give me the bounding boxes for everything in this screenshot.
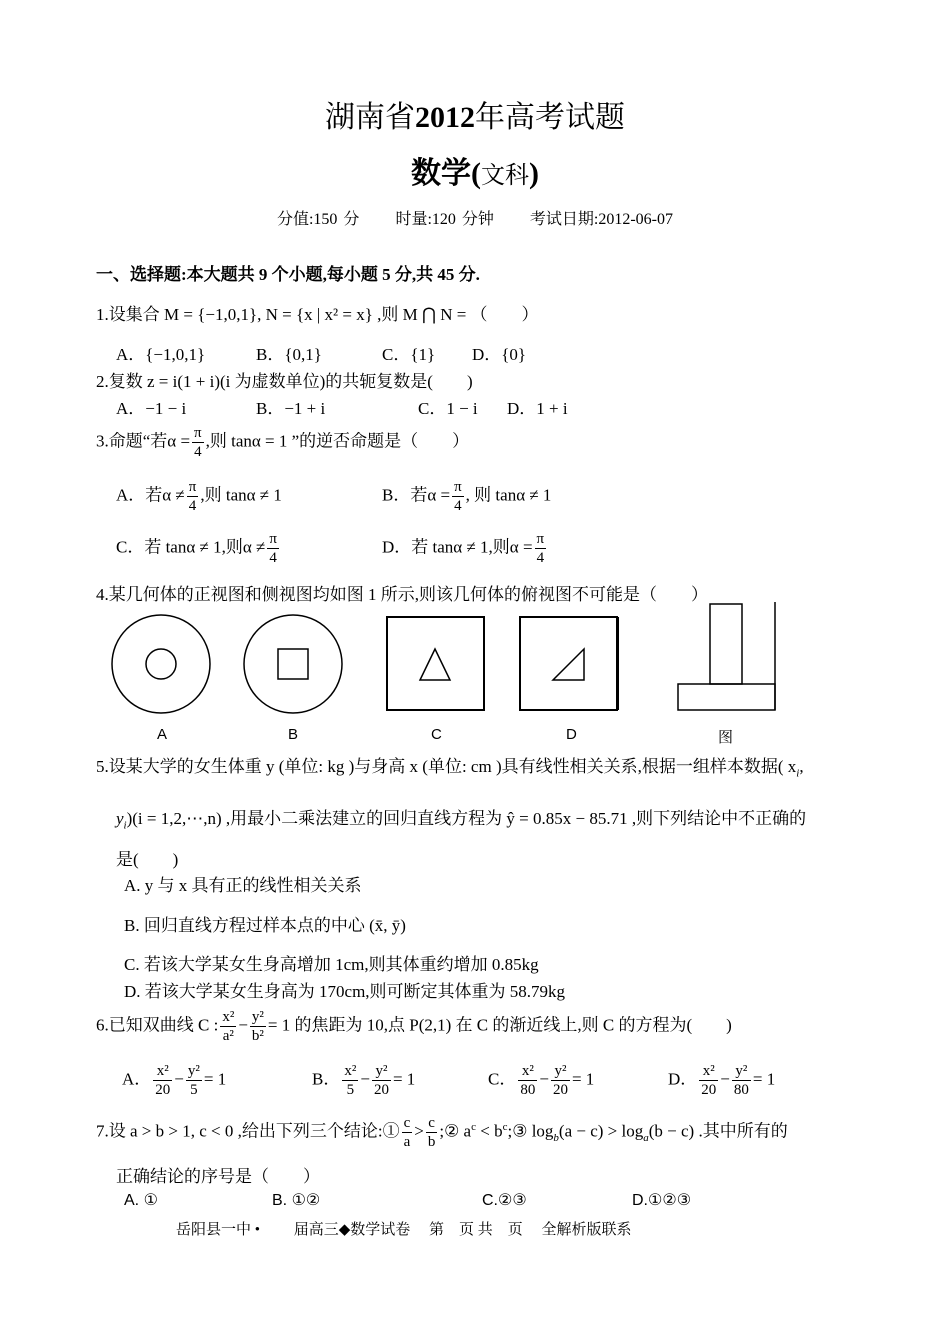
q5-y: y: [116, 809, 124, 828]
q3c-pre: C．若 tanα ≠ 1,则α ≠: [116, 537, 266, 557]
q6-option-c: [488, 1062, 594, 1099]
frac-num: x²: [344, 1063, 357, 1079]
frac-den: 4: [188, 498, 197, 514]
question-5-line3: 是( ): [116, 850, 179, 869]
q3b-fraction: [452, 478, 464, 515]
q5-line1-end: ,: [799, 757, 804, 776]
opt-label: C．: [488, 1069, 517, 1089]
q6-frac-x: [220, 1008, 236, 1045]
frac-den: 4: [454, 498, 462, 514]
score-info: 分值:150 分: [276, 211, 360, 228]
q7-gt: >: [414, 1121, 424, 1141]
question-4: 4.某几何体的正视图和侧视图均如图 1 所示,则该几何体的俯视图不可能是（ ）: [96, 585, 708, 604]
eq: = 1: [203, 1069, 227, 1089]
frac-x: [518, 1062, 537, 1099]
q3b-post: , 则 tanα ≠ 1: [465, 485, 552, 505]
q5-option-b: B. 回归直线方程过样本点的中心 (x̄, ȳ): [124, 916, 406, 935]
frac-x: [699, 1062, 718, 1099]
frac-y: [551, 1062, 570, 1099]
frac-num: π: [188, 479, 197, 495]
frac-num: y²: [732, 1062, 751, 1081]
question-7: [96, 1114, 788, 1151]
q7-option-d: D.①②③: [632, 1192, 692, 1209]
question-7-line2: 正确结论的序号是（ ）: [116, 1167, 320, 1186]
q3-option-a: [116, 478, 282, 515]
q5-sub-i2: i: [123, 819, 127, 832]
q3b-pre: B．若α =: [382, 485, 451, 505]
frac-num: y²: [251, 1009, 264, 1025]
minus: −: [360, 1069, 370, 1089]
q7-mid4: (a − c) > log: [558, 1121, 644, 1141]
frac-den: 80: [733, 1082, 749, 1098]
question-1: 1.设集合 M = {−1,0,1}, N = {x | x² = x} ,则 M ⋂ N = （ ）: [96, 305, 539, 324]
frac-num: π: [194, 425, 202, 441]
q2-option-a: A．−1 − i: [116, 399, 187, 418]
eq: = 1: [392, 1069, 416, 1089]
frac-den: b²: [251, 1028, 264, 1044]
frac-den: 20: [155, 1082, 171, 1098]
q7-sub-a: a: [643, 1131, 649, 1144]
frac-den: 20: [552, 1082, 568, 1098]
frac-num: x²: [222, 1009, 235, 1025]
eq: = 1: [752, 1069, 776, 1089]
figure-c: [387, 617, 484, 710]
frac-x: [153, 1062, 172, 1099]
q1-option-c: C．{1}: [382, 345, 436, 364]
figure-label-d: D: [566, 726, 577, 743]
q5-line2-text: )(i = 1,2,⋯,n) ,用最小二乘法建立的回归直线方程为 ŷ = 0.85x − 85.71 ,则下列结论中不正确的: [126, 809, 807, 828]
frac-y: [372, 1062, 391, 1099]
q4-figures: [96, 596, 796, 718]
figure-1: [678, 602, 775, 710]
q7-frac-cb: [426, 1114, 438, 1151]
date-info: 考试日期:2012-06-07: [529, 211, 673, 228]
q7-sub-b: b: [553, 1131, 559, 1144]
frac-num: π: [454, 479, 462, 495]
q3-fraction: [192, 424, 204, 461]
frac-num: x²: [153, 1062, 172, 1081]
q7-mid2: < b: [476, 1121, 503, 1141]
q7-sup-c2: c: [502, 1120, 508, 1133]
frac-den: a: [403, 1134, 411, 1150]
frac-num: π: [536, 531, 545, 547]
q6-pre: 6.已知双曲线 C :: [96, 1015, 219, 1035]
q7-sup-c: c: [471, 1120, 476, 1133]
q6-post: = 1 的焦距为 10,点 P(2,1) 在 C 的渐近线上,则 C 的方程为( ): [267, 1015, 732, 1035]
q3c-fraction: [267, 530, 279, 567]
q5-option-a: A. y 与 x 具有正的线性相关关系: [124, 876, 362, 895]
time-info: 时量:120 分钟: [395, 211, 494, 228]
q7-option-b: B. ①②: [272, 1192, 321, 1209]
q2-option-c: C．1 − i: [418, 399, 478, 418]
figure-label-c: C: [431, 726, 442, 743]
question-2: 2.复数 z = i(1 + i)(i 为虚数单位)的共轭复数是( ): [96, 372, 473, 391]
frac-num: x²: [518, 1062, 537, 1081]
q6-option-b: [312, 1062, 415, 1099]
q6-option-a: [122, 1062, 226, 1099]
q7-end: (b − c) .其中所有的: [648, 1121, 788, 1141]
frac-den: 4: [269, 550, 277, 566]
q7-pre: 7.设 a > b > 1, c < 0 ,给出下列三个结论:①: [96, 1121, 400, 1141]
opt-label: B．: [312, 1069, 341, 1089]
q5-line1-text: 5.设某大学的女生体重 y (单位: kg )与身高 x (单位: cm )具有线性相关关系,根据一组样本数据( x: [96, 757, 797, 776]
q5-option-c: C. 若该大学某女生身高增加 1cm,则其体重约增加 0.85kg: [124, 955, 539, 974]
q6-option-d: [668, 1062, 775, 1099]
figure-label-fig: 图: [718, 729, 734, 746]
frac-num: x²: [699, 1062, 718, 1081]
frac-den: a²: [222, 1028, 234, 1044]
minus: −: [539, 1069, 549, 1089]
q7-mid: ;② a: [439, 1121, 472, 1141]
q7-option-c: C.②③: [482, 1192, 527, 1209]
q7-frac-ca: [402, 1114, 413, 1151]
q1-option-b: B．{0,1}: [256, 345, 322, 364]
page-footer: 岳阳县一中 • 届高三◆数学试卷 第 页 共 页 全解析版联系: [176, 1222, 632, 1238]
question-5-line1: [96, 752, 804, 779]
q2-option-b: B．−1 + i: [256, 399, 326, 418]
q6-frac-y: [250, 1008, 266, 1045]
frac-x: [342, 1062, 358, 1099]
frac-num: y²: [187, 1063, 200, 1079]
eq: = 1: [571, 1069, 595, 1089]
subject-close: ): [529, 157, 539, 190]
frac-den: 20: [373, 1082, 389, 1098]
q3d-pre: D．若 tanα ≠ 1,则α =: [382, 537, 533, 557]
q3a-pre: A．若α ≠: [116, 485, 185, 505]
question-5-line2: [116, 804, 806, 831]
frac-num: c: [403, 1115, 411, 1131]
q3-option-b: [382, 478, 551, 515]
question-3: [96, 424, 469, 461]
frac-num: π: [269, 531, 277, 547]
frac-den: b: [427, 1134, 436, 1150]
q1-option-d: D．{0}: [472, 345, 527, 364]
q7-mid3: ;③ log: [507, 1121, 554, 1141]
q3-option-c: [116, 530, 281, 567]
figure-b: [244, 615, 342, 713]
q3a-post: ,则 tanα ≠ 1: [200, 485, 282, 505]
frac-num: c: [426, 1114, 438, 1133]
opt-label: D．: [668, 1069, 698, 1089]
frac-den: 5: [190, 1082, 198, 1098]
frac-den: 5: [346, 1082, 355, 1098]
q6-minus: −: [238, 1015, 248, 1035]
frac-y: [186, 1062, 202, 1099]
frac-den: 4: [194, 444, 202, 460]
q5-option-d: D. 若该大学某女生身高为 170cm,则可断定其体重为 58.79kg: [124, 982, 566, 1001]
q3a-fraction: [187, 478, 199, 515]
frac-den: 4: [536, 550, 545, 566]
q7-option-a: A. ①: [124, 1192, 158, 1209]
minus: −: [720, 1069, 730, 1089]
q5-sub-i: i: [796, 767, 800, 780]
figure-label-a: A: [157, 726, 168, 743]
q2-option-d: D．1 + i: [507, 399, 568, 418]
question-6: [96, 1008, 732, 1045]
frac-den: 80: [520, 1082, 536, 1098]
frac-num: y²: [372, 1062, 391, 1081]
subject-title: [0, 148, 950, 192]
figure-label-b: B: [288, 726, 299, 743]
frac-y: [732, 1062, 751, 1099]
title-prefix: 湖南省: [325, 101, 415, 134]
frac-den: 20: [701, 1082, 717, 1098]
q3-post: ,则 tanα = 1 ”的逆否命题是（ ）: [205, 431, 470, 451]
frac-num: y²: [551, 1062, 570, 1081]
title-suffix: 年高考试题: [475, 101, 625, 134]
page-title: [0, 92, 950, 136]
subject-main: 数学(: [411, 157, 481, 190]
subject-sub: 文科: [481, 163, 529, 189]
opt-label: A．: [122, 1069, 152, 1089]
minus: −: [174, 1069, 184, 1089]
q3d-fraction: [535, 530, 547, 567]
section-heading: 一、选择题:本大题共 9 个小题,每小题 5 分,共 45 分.: [96, 265, 480, 284]
exam-info: [0, 206, 950, 229]
title-year: 2012: [415, 101, 475, 134]
figure-a: [112, 615, 210, 713]
q3-pre: 3.命题“若α =: [96, 431, 191, 451]
q1-option-a: A．{−1,0,1}: [116, 345, 206, 364]
figure-d: [520, 617, 618, 710]
q3-option-d: [382, 530, 548, 567]
